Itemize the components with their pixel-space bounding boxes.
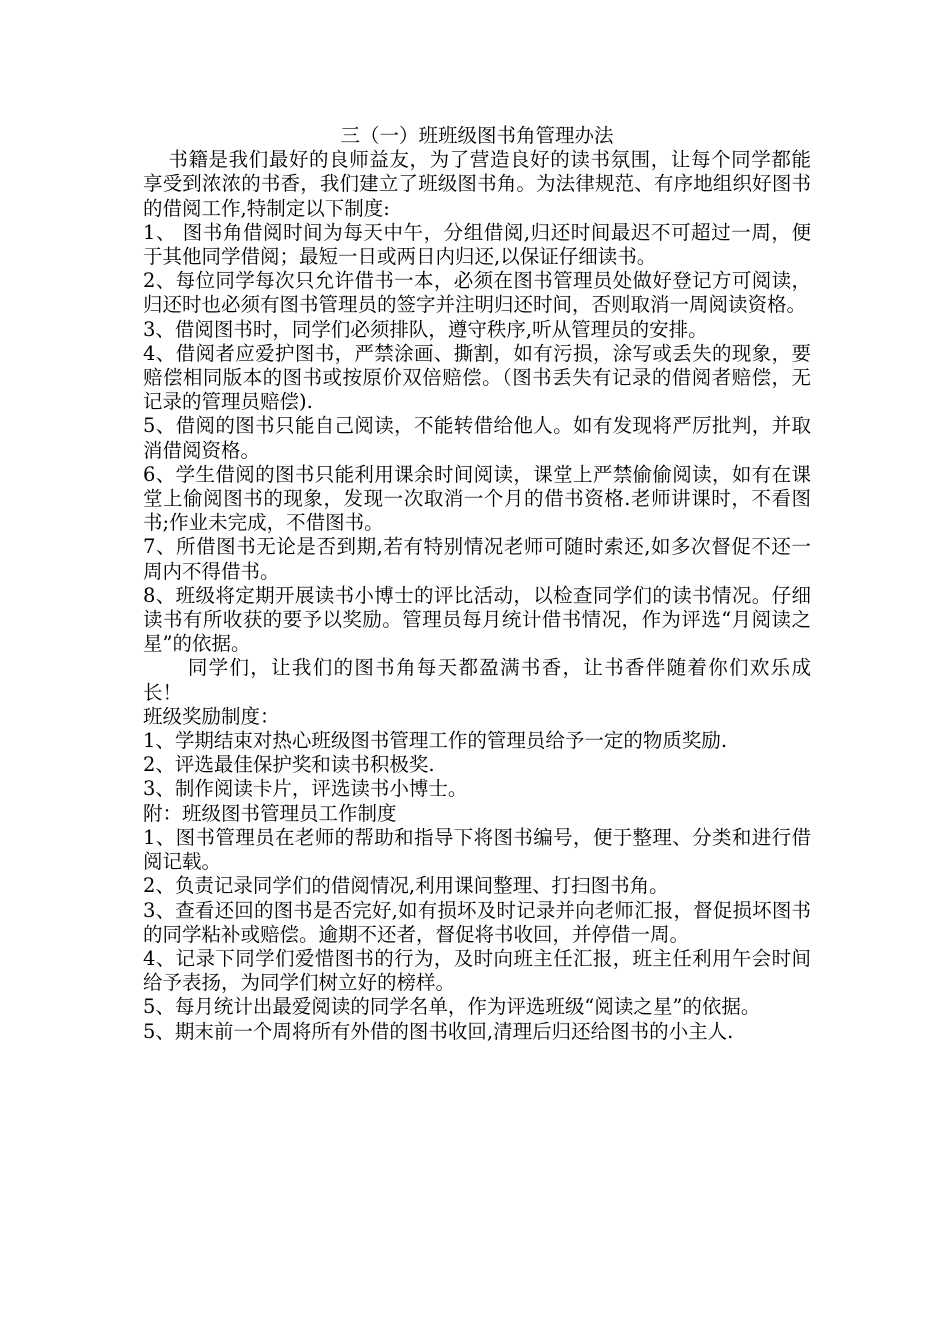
closing-paragraph: 同学们，让我们的图书角每天都盈满书香，让书香伴随着你们欢乐成长！ bbox=[143, 656, 811, 704]
document-title: 三（一）班班级图书角管理办法 bbox=[340, 124, 614, 147]
rule-item-6: 6、学生借阅的图书只能利用课余时间阅读，课堂上严禁偷偷阅读，如有在课堂上偷阅图书的现象，发现一次取消一个月的借书资格.老师讲课时，不看图书;作业未完成，不借图书。 bbox=[143, 462, 811, 535]
reward-item-2: 2、评选最佳保护奖和读书积极奖. bbox=[143, 753, 435, 777]
duty-item-4: 4、记录下同学们爱惜图书的行为，及时向班主任汇报，班主任利用午会时间给予表扬，为同学们树立好的榜样。 bbox=[143, 946, 811, 995]
rule-item-4: 4、借阅者应爱护图书，严禁涂画、撕割，如有污损，涂写或丢失的现象，要赔偿相同版本的图书或按原价双倍赔偿。（图书丢失有记录的借阅者赔偿，无记录的管理员赔偿). bbox=[143, 341, 811, 414]
rule-item-1: 1、 图书角借阅时间为每天中午，分组借阅,归还时间最迟不可超过一周，便于其他同学借阅；最短一日或两日内归还,以保证仔细读书。 bbox=[143, 220, 811, 269]
appendix-heading: 附：班级图书管理员工作制度 bbox=[143, 801, 397, 825]
duty-item-1: 1、图书管理员在老师的帮助和指导下将图书编号，便于整理、分类和进行借阅记载。 bbox=[143, 825, 811, 874]
duty-item-3: 3、查看还回的图书是否完好,如有损坏及时记录并向老师汇报，督促损坏图书的同学粘补或赔偿。逾期不还者，督促将书收回，并停借一周。 bbox=[143, 898, 811, 946]
duty-item-5: 5、每月统计出最爱阅读的同学名单，作为评选班级“阅读之星”的依据。 bbox=[143, 995, 761, 1019]
duty-item-2: 2、负责记录同学们的借阅情况,利用课间整理、打扫图书角。 bbox=[143, 874, 669, 898]
rule-item-8: 8、班级将定期开展读书小博士的评比活动，以检查同学们的读书情况。仔细读书有所收获的要予以奖励。管理员每月统计借书情况，作为评选“月阅读之星”的依据。 bbox=[143, 583, 811, 656]
rule-item-7: 7、所借图书无论是否到期,若有特别情况老师可随时索还,如多次督促不还一周内不得借书。 bbox=[143, 535, 811, 583]
duty-item-6: 5、期末前一个周将所有外借的图书收回,清理后归还给图书的小主人. bbox=[143, 1019, 734, 1043]
reward-item-1: 1、学期结束对热心班级图书管理工作的管理员给予一定的物质奖励. bbox=[143, 729, 728, 753]
rewards-heading: 班级奖励制度： bbox=[143, 704, 280, 728]
document-body bbox=[143, 124, 811, 1044]
rule-item-5: 5、借阅的图书只能自己阅读，不能转借给他人。如有发现将严厉批判，并取消借阅资格。 bbox=[143, 414, 811, 462]
rule-item-2: 2、每位同学每次只允许借书一本，必须在图书管理员处做好登记方可阅读，归还时也必须有图书管理员的签字并注明归还时间，否则取消一周阅读资格。 bbox=[143, 269, 811, 317]
intro-paragraph: 书籍是我们最好的良师益友，为了营造良好的读书氛围，让每个同学都能享受到浓浓的书香，我们建立了班级图书角。为法律规范、有序地组织好图书的借阅工作,特制定以下制度: bbox=[143, 148, 811, 220]
reward-item-3: 3、制作阅读卡片，评选读书小博士。 bbox=[143, 777, 468, 801]
rule-item-3: 3、借阅图书时，同学们必须排队，遵守秩序,听从管理员的安排。 bbox=[143, 317, 708, 341]
